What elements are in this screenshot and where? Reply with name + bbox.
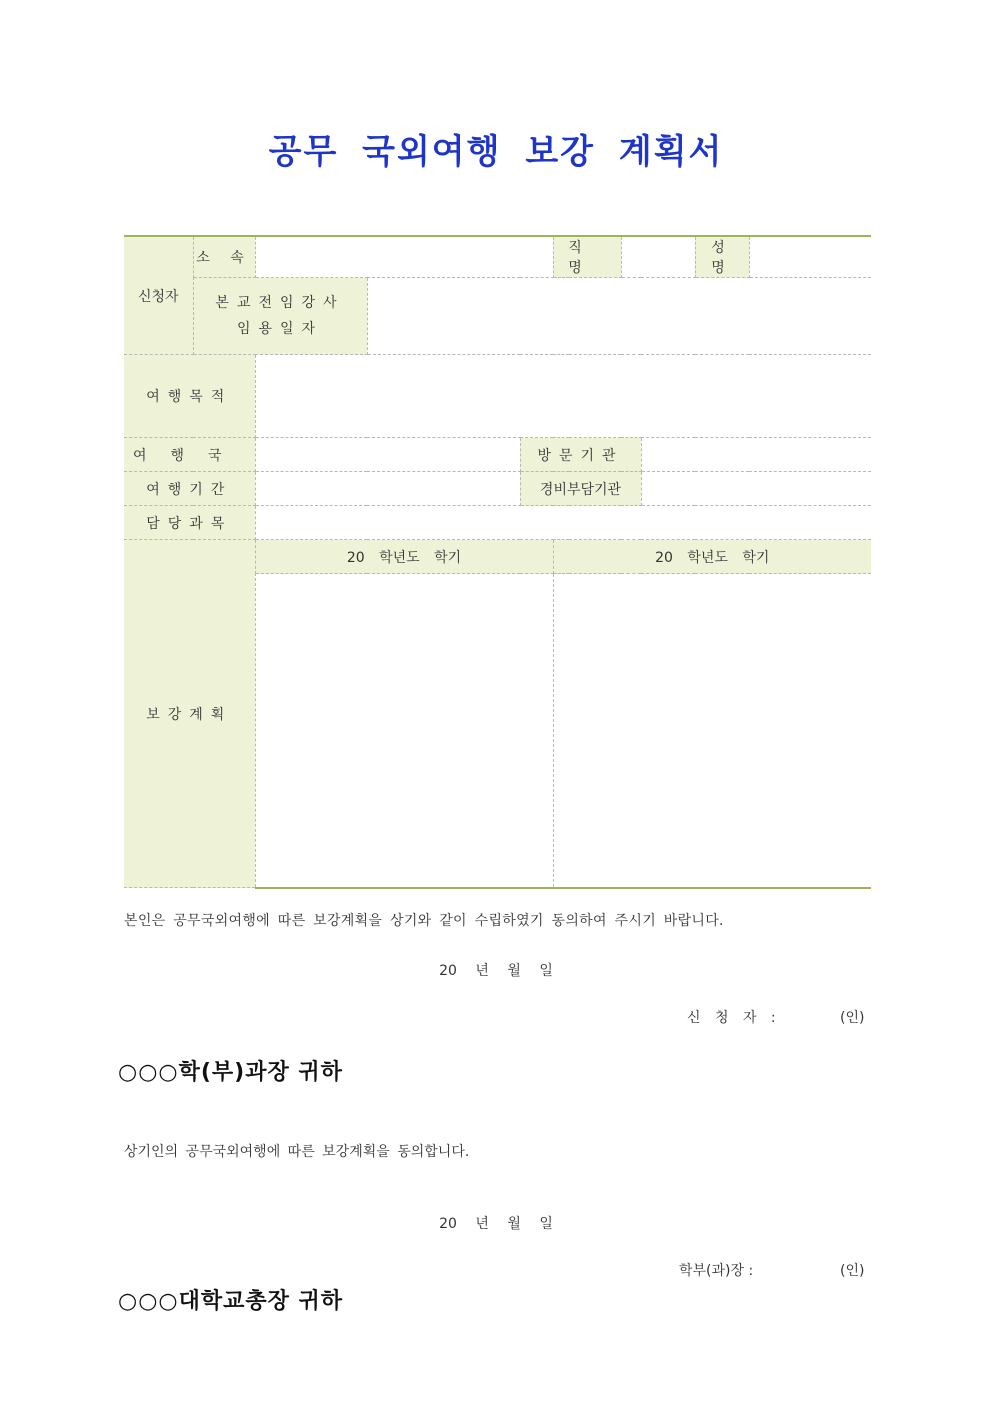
subject-field[interactable] bbox=[255, 506, 871, 540]
name-field[interactable] bbox=[749, 236, 871, 278]
country-field[interactable] bbox=[255, 438, 520, 472]
statement-request: 본인은 공무국외여행에 따른 보강계획을 상기와 같이 수립하였기 동의하여 주시기 바랍니다. bbox=[124, 913, 724, 929]
dept-head-sign-label: 학부(과)장 : bbox=[679, 1263, 754, 1279]
addressee-dept-head: ○○○학(부)과장 귀하 bbox=[118, 1060, 343, 1085]
date-line-2: 20 년 월 일 bbox=[439, 1216, 553, 1232]
semester-1-plan-field[interactable] bbox=[255, 574, 553, 888]
addressee-president: ○○○대학교총장 귀하 bbox=[118, 1289, 344, 1314]
hire-date-field[interactable] bbox=[367, 278, 871, 355]
applicant-seal: (인) bbox=[840, 1010, 865, 1026]
purpose-label: 여행목적 bbox=[124, 355, 255, 438]
hire-date-label-line2: 임용일자 bbox=[236, 321, 324, 337]
hire-date-label-line1: 본교전임강사 bbox=[215, 295, 345, 311]
period-label: 여행기간 bbox=[124, 472, 255, 506]
statement-consent: 상기인의 공무국외여행에 따른 보강계획을 동의합니다. bbox=[124, 1144, 470, 1160]
dept-head-seal: (인) bbox=[840, 1263, 865, 1279]
semester-1-header: 20 학년도 학기 bbox=[255, 540, 553, 574]
subject-label: 담당과목 bbox=[124, 506, 255, 540]
visit-org-label: 방문기관 bbox=[520, 438, 641, 472]
expense-org-label: 경비부담기관 bbox=[520, 472, 641, 506]
purpose-field[interactable] bbox=[255, 355, 871, 438]
position-field[interactable] bbox=[621, 236, 695, 278]
application-form-table bbox=[124, 235, 871, 889]
semester-2-plan-field[interactable] bbox=[553, 574, 871, 888]
applicant-sign-label: 신 청 자 : bbox=[687, 1010, 781, 1026]
expense-org-field[interactable] bbox=[641, 472, 871, 506]
hire-date-label bbox=[193, 278, 367, 355]
date-line-1: 20 년 월 일 bbox=[439, 963, 553, 979]
applicant-label: 신청자 bbox=[124, 236, 193, 355]
visit-org-field[interactable] bbox=[641, 438, 871, 472]
name-label: 성 명 bbox=[695, 236, 749, 278]
period-field[interactable] bbox=[255, 472, 520, 506]
semester-2-header: 20 학년도 학기 bbox=[553, 540, 871, 574]
affiliation-field[interactable] bbox=[255, 236, 553, 278]
affiliation-label: 소 속 bbox=[193, 236, 255, 278]
document-title: 공무 국외여행 보강 계획서 bbox=[268, 132, 724, 172]
country-label: 여행국 bbox=[124, 438, 255, 472]
position-label: 직 명 bbox=[553, 236, 621, 278]
makeup-plan-label: 보강계획 bbox=[124, 540, 255, 888]
